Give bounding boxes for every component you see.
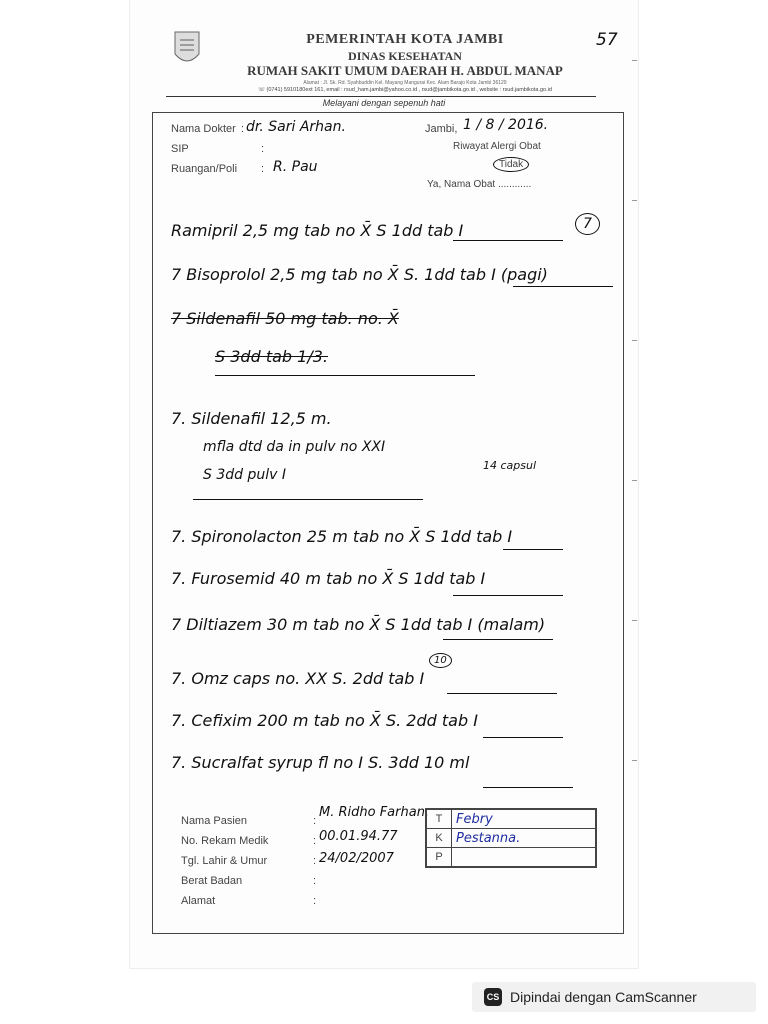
header-contact: ☏ (0741) 5910180ext 161, email : rsud_ham.jambi@yahoo.co.id , rsud@jambikota.go.id , website : rsud.jambikota.go.id <box>258 87 552 93</box>
rx-line-struck: S 3dd tab 1/3. <box>215 347 328 366</box>
rx-line-struck: 7 Sildenafil 50 mg tab. no. X̄ <box>171 309 399 328</box>
header-line1: PEMERINTAH KOTA JAMBI <box>306 32 504 47</box>
rx-underline <box>215 375 475 376</box>
margin-tick <box>632 340 637 341</box>
margin-tick <box>632 480 637 481</box>
nama-pasien-value: M. Ridho Farhan. <box>319 805 430 820</box>
rx-underline <box>453 240 563 241</box>
rx-line: 7. Sucralfat syrup fl no I S. 3dd 10 ml <box>171 753 470 772</box>
colon: : <box>313 855 317 867</box>
header-address: Alamat : Jl. Sk. Rd. Syahbuddin Kel. Mayang Mangurai Kec. Alam Barajo Kota Jambi 36129 <box>303 80 507 86</box>
colon: : <box>261 163 265 175</box>
tidak-option: Tidak <box>493 157 529 172</box>
rx-line: 7. Omz caps no. XX S. 2dd tab I <box>171 669 425 688</box>
ruangan-label: Ruangan/Poli <box>171 163 238 175</box>
rx-underline <box>453 595 563 596</box>
colon: : <box>313 835 317 847</box>
rx-note: 7 <box>575 213 600 235</box>
tk-check-box <box>425 808 597 868</box>
header-line3: RUMAH SAKIT UMUM DAERAH H. ABDUL MANAP <box>247 63 563 78</box>
rx-line: 7. Sildenafil 12,5 m. <box>171 409 332 428</box>
sip-label: SIP <box>171 143 189 155</box>
tgl-lahir-value: 24/02/2007 <box>319 851 394 866</box>
tk-value: Pestanna. <box>452 829 596 848</box>
camscanner-watermark <box>472 982 756 1012</box>
margin-tick <box>632 760 637 761</box>
header-line2: DINAS KESEHATAN <box>348 49 462 63</box>
tk-letter: P <box>427 848 452 867</box>
nama-pasien-label: Nama Pasien <box>181 815 248 827</box>
rx-line: 7 Bisoprolol 2,5 mg tab no X̄ S. 1dd tab I (pagi) <box>171 265 548 284</box>
nama-dokter-value: dr. Sari Arhan. <box>246 119 346 135</box>
margin-tick <box>632 620 637 621</box>
rx-line: S 3dd pulv I <box>203 467 286 483</box>
colon: : <box>261 143 265 155</box>
tk-value <box>452 848 596 867</box>
rx-note: 10 <box>429 653 452 668</box>
date-value: 1 / 8 / 2016. <box>463 117 549 133</box>
margin-tick <box>632 60 637 61</box>
rx-line: 7. Cefixim 200 m tab no X̄ S. 2dd tab I <box>171 711 478 730</box>
rx-line: 7 Diltiazem 30 m tab no X̄ S 1dd tab I (malam) <box>171 615 546 634</box>
rx-underline <box>193 499 423 500</box>
rx-underline <box>483 737 563 738</box>
rx-line: mfla dtd da in pulv no XXI <box>203 439 386 455</box>
rekam-medik-label: No. Rekam Medik <box>181 835 269 847</box>
colon: : <box>313 875 317 887</box>
page-mark: 57 <box>596 30 618 50</box>
rx-underline <box>443 639 553 640</box>
rx-underline <box>513 286 613 287</box>
rx-underline <box>503 549 563 550</box>
camscanner-text: Dipindai dengan CamScanner <box>510 989 697 1005</box>
camscanner-icon: CS <box>484 988 502 1006</box>
colon: : <box>313 895 317 907</box>
ruangan-value: R. Pau <box>273 159 318 175</box>
alergi-label: Riwayat Alergi Obat <box>453 141 541 152</box>
rx-underline <box>483 787 573 788</box>
ya-nama-obat-label: Ya, Nama Obat ............ <box>427 179 532 190</box>
berat-badan-label: Berat Badan <box>181 875 243 887</box>
margin-tick <box>632 200 637 201</box>
rekam-medik-value: 00.01.94.77 <box>319 829 398 844</box>
city-logo <box>172 28 202 70</box>
tk-value: Febry <box>452 810 596 829</box>
tgl-lahir-label: Tgl. Lahir & Umur <box>181 855 268 867</box>
tk-letter: T <box>427 810 452 829</box>
alamat-label: Alamat <box>181 895 216 907</box>
colon: : <box>313 815 317 827</box>
colon: : <box>241 123 245 135</box>
jambi-label: Jambi, <box>425 123 458 135</box>
rx-line: 7. Spironolacton 25 m tab no X̄ S 1dd tab I <box>171 527 513 546</box>
nama-dokter-label: Nama Dokter <box>171 123 236 135</box>
rx-line: 7. Furosemid 40 m tab no X̄ S 1dd tab I <box>171 569 486 588</box>
header-motto: Melayani dengan sepenuh hati <box>322 98 446 108</box>
header-divider <box>166 96 596 97</box>
rx-line: Ramipril 2,5 mg tab no X̄ S 1dd tab I <box>171 221 464 240</box>
rx-underline <box>447 693 557 694</box>
tk-letter: K <box>427 829 452 848</box>
rx-note: 14 capsul <box>483 459 537 472</box>
